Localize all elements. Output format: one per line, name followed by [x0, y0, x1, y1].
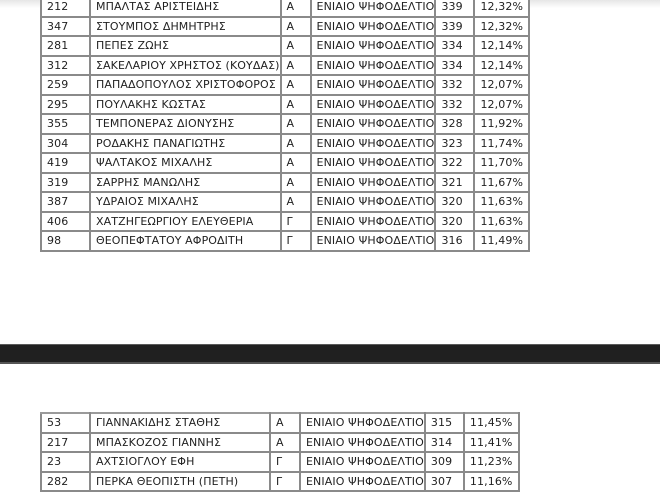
percentage-cell: 11,63% [474, 212, 529, 232]
votes-cell: 321 [435, 173, 474, 193]
percentage-cell: 11,49% [474, 231, 529, 251]
table-row [41, 173, 529, 193]
ballot-cell: ΕΝΙΑΙΟ ΨΗΦΟΔΕΛΤΙΟ [311, 192, 436, 212]
table-row [41, 17, 529, 37]
ballot-cell: ΕΝΙΑΙΟ ΨΗΦΟΔΕΛΤΙΟ [311, 36, 436, 56]
percentage-cell: 12,14% [474, 36, 529, 56]
ballot-cell: ΕΝΙΑΙΟ ΨΗΦΟΔΕΛΤΙΟ [311, 75, 436, 95]
ballot-cell: ΕΝΙΑΙΟ ΨΗΦΟΔΕΛΤΙΟ [311, 17, 436, 37]
results-table-bottom [40, 412, 520, 492]
candidate-name-cell: ΨΑΛΤΑΚΟΣ ΜΙΧΑΛΗΣ [90, 153, 281, 173]
candidate-id-cell: 387 [41, 192, 90, 212]
votes-cell: 314 [425, 433, 464, 453]
candidate-name-cell: ΣΑΡΡΗΣ ΜΑΝΩΛΗΣ [90, 173, 281, 193]
percentage-cell: 11,45% [464, 413, 519, 433]
candidate-id-cell: 355 [41, 114, 90, 134]
candidate-name-cell: ΜΠΑΣΚΟΖΟΣ ΓΙΑΝΝΗΣ [90, 433, 270, 453]
table-row [41, 95, 529, 115]
table-row [41, 114, 529, 134]
grade-cell: Α [270, 433, 300, 453]
votes-cell: 328 [435, 114, 474, 134]
votes-cell: 320 [435, 212, 474, 232]
ballot-cell: ΕΝΙΑΙΟ ΨΗΦΟΔΕΛΤΙΟ [311, 0, 436, 17]
table-row [41, 56, 529, 76]
candidate-id-cell: 312 [41, 56, 90, 76]
table-body [41, 413, 519, 491]
separator-bar [0, 344, 660, 364]
candidate-name-cell: ΧΑΤΖΗΓΕΩΡΓΙΟΥ ΕΛΕΥΘΕΡΙΑ [90, 212, 281, 232]
votes-cell: 334 [435, 36, 474, 56]
grade-cell: Γ [281, 231, 311, 251]
candidate-name-cell: ΘΕΟΠΕΦΤΑΤΟΥ ΑΦΡΟΔΙΤΗ [90, 231, 281, 251]
grade-cell: Α [281, 36, 311, 56]
table-row [41, 153, 529, 173]
votes-cell: 332 [435, 75, 474, 95]
votes-cell: 307 [425, 472, 464, 492]
table-row [41, 192, 529, 212]
table-row [41, 413, 519, 433]
ballot-cell: ΕΝΙΑΙΟ ΨΗΦΟΔΕΛΤΙΟ [311, 95, 436, 115]
table-row [41, 452, 519, 472]
table-row [41, 212, 529, 232]
table-row [41, 36, 529, 56]
table-body [41, 0, 529, 251]
grade-cell: Γ [270, 472, 300, 492]
grade-cell: Α [281, 56, 311, 76]
table-row [41, 472, 519, 492]
candidate-id-cell: 406 [41, 212, 90, 232]
ballot-cell: ΕΝΙΑΙΟ ΨΗΦΟΔΕΛΤΙΟ [300, 452, 425, 472]
percentage-cell: 11,23% [464, 452, 519, 472]
votes-cell: 339 [435, 0, 474, 17]
ballot-cell: ΕΝΙΑΙΟ ΨΗΦΟΔΕΛΤΙΟ [311, 56, 436, 76]
results-table-top [40, 0, 530, 252]
candidate-name-cell: ΠΑΠΑΔΟΠΟΥΛΟΣ ΧΡΙΣΤΟΦΟΡΟΣ [90, 75, 281, 95]
table-row [41, 75, 529, 95]
percentage-cell: 11,16% [464, 472, 519, 492]
candidate-name-cell: ΠΕΠΕΣ ΖΩΗΣ [90, 36, 281, 56]
votes-cell: 315 [425, 413, 464, 433]
candidate-id-cell: 212 [41, 0, 90, 17]
ballot-cell: ΕΝΙΑΙΟ ΨΗΦΟΔΕΛΤΙΟ [311, 231, 436, 251]
votes-cell: 322 [435, 153, 474, 173]
grade-cell: Α [281, 75, 311, 95]
ballot-cell: ΕΝΙΑΙΟ ΨΗΦΟΔΕΛΤΙΟ [311, 134, 436, 154]
percentage-cell: 12,14% [474, 56, 529, 76]
candidate-name-cell: ΓΙΑΝΝΑΚΙΔΗΣ ΣΤΑΘΗΣ [90, 413, 270, 433]
candidate-name-cell: ΑΧΤΣΙΟΓΛΟΥ ΕΦΗ [90, 452, 270, 472]
table-row [41, 433, 519, 453]
votes-cell: 323 [435, 134, 474, 154]
percentage-cell: 12,07% [474, 95, 529, 115]
candidate-id-cell: 281 [41, 36, 90, 56]
votes-cell: 320 [435, 192, 474, 212]
candidate-name-cell: ΣΑΚΕΛΑΡΙΟΥ ΧΡΗΣΤΟΣ (ΚΟΥΔΑΣ) [90, 56, 281, 76]
candidate-name-cell: ΜΠΑΛΤΑΣ ΑΡΙΣΤΕΙΔΗΣ [90, 0, 281, 17]
candidate-id-cell: 53 [41, 413, 90, 433]
candidate-id-cell: 282 [41, 472, 90, 492]
ballot-cell: ΕΝΙΑΙΟ ΨΗΦΟΔΕΛΤΙΟ [311, 173, 436, 193]
candidate-name-cell: ΠΟΥΛΑΚΗΣ ΚΩΣΤΑΣ [90, 95, 281, 115]
candidate-name-cell: ΡΟΔΑΚΗΣ ΠΑΝΑΓΙΩΤΗΣ [90, 134, 281, 154]
candidate-id-cell: 319 [41, 173, 90, 193]
ballot-cell: ΕΝΙΑΙΟ ΨΗΦΟΔΕΛΤΙΟ [311, 153, 436, 173]
candidate-name-cell: ΥΔΡΑΙΟΣ ΜΙΧΑΛΗΣ [90, 192, 281, 212]
grade-cell: Α [281, 95, 311, 115]
ballot-cell: ΕΝΙΑΙΟ ΨΗΦΟΔΕΛΤΙΟ [300, 413, 425, 433]
candidate-id-cell: 419 [41, 153, 90, 173]
grade-cell: Α [281, 0, 311, 17]
votes-cell: 334 [435, 56, 474, 76]
table-row [41, 0, 529, 17]
grade-cell: Α [281, 173, 311, 193]
candidate-name-cell: ΤΕΜΠΟΝΕΡΑΣ ΔΙΟΝΥΣΗΣ [90, 114, 281, 134]
grade-cell: Α [281, 192, 311, 212]
table-row [41, 231, 529, 251]
percentage-cell: 12,32% [474, 17, 529, 37]
grade-cell: Α [281, 134, 311, 154]
candidate-id-cell: 259 [41, 75, 90, 95]
ballot-cell: ΕΝΙΑΙΟ ΨΗΦΟΔΕΛΤΙΟ [311, 212, 436, 232]
ballot-cell: ΕΝΙΑΙΟ ΨΗΦΟΔΕΛΤΙΟ [300, 472, 425, 492]
percentage-cell: 12,07% [474, 75, 529, 95]
percentage-cell: 11,74% [474, 134, 529, 154]
candidate-name-cell: ΣΤΟΥΜΠΟΣ ΔΗΜΗΤΡΗΣ [90, 17, 281, 37]
candidate-id-cell: 304 [41, 134, 90, 154]
votes-cell: 332 [435, 95, 474, 115]
candidate-id-cell: 347 [41, 17, 90, 37]
grade-cell: Α [281, 153, 311, 173]
grade-cell: Γ [281, 212, 311, 232]
ballot-cell: ΕΝΙΑΙΟ ΨΗΦΟΔΕΛΤΙΟ [311, 114, 436, 134]
ballot-cell: ΕΝΙΑΙΟ ΨΗΦΟΔΕΛΤΙΟ [300, 433, 425, 453]
votes-cell: 339 [435, 17, 474, 37]
percentage-cell: 11,67% [474, 173, 529, 193]
candidate-id-cell: 23 [41, 452, 90, 472]
candidate-name-cell: ΠΕΡΚΑ ΘΕΟΠΙΣΤΗ (ΠΕΤΗ) [90, 472, 270, 492]
grade-cell: Α [270, 413, 300, 433]
grade-cell: Γ [270, 452, 300, 472]
table-row [41, 134, 529, 154]
percentage-cell: 11,70% [474, 153, 529, 173]
grade-cell: Α [281, 17, 311, 37]
candidate-id-cell: 98 [41, 231, 90, 251]
percentage-cell: 11,41% [464, 433, 519, 453]
candidate-id-cell: 217 [41, 433, 90, 453]
candidate-id-cell: 295 [41, 95, 90, 115]
percentage-cell: 12,32% [474, 0, 529, 17]
votes-cell: 316 [435, 231, 474, 251]
percentage-cell: 11,63% [474, 192, 529, 212]
percentage-cell: 11,92% [474, 114, 529, 134]
votes-cell: 309 [425, 452, 464, 472]
grade-cell: Α [281, 114, 311, 134]
